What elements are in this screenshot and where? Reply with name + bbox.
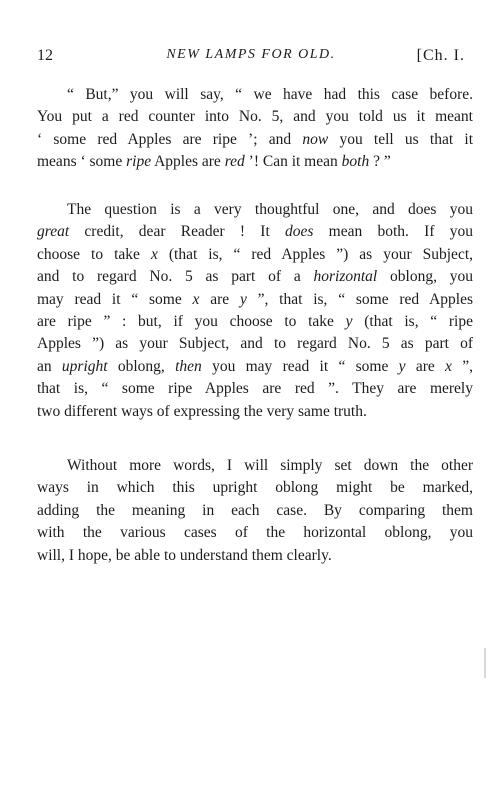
text-line xyxy=(37,545,473,567)
italic-run: y xyxy=(239,290,247,308)
italic-run: both xyxy=(341,153,370,171)
paragraph-answer xyxy=(37,199,473,423)
text-run: mean both. If you xyxy=(313,223,473,241)
italic-run: great xyxy=(37,223,70,241)
italic-run: x xyxy=(150,245,158,263)
italic-run: y xyxy=(398,357,406,375)
text-run: ”, xyxy=(451,357,473,375)
text-line xyxy=(37,378,473,400)
paragraph-conclusion xyxy=(37,455,473,567)
text-run: two different ways of expressing the very same truth. xyxy=(37,402,367,420)
text-run: Apples are xyxy=(151,153,225,171)
text-line xyxy=(37,500,473,522)
text-run: “ But,” you will say, “ we have had this case before. xyxy=(67,86,473,103)
text-run: ’! Can it mean xyxy=(244,153,342,171)
running-head xyxy=(37,47,465,69)
italic-run: then xyxy=(175,357,202,375)
text-line xyxy=(37,129,473,151)
text-run: are ripe ” : but, if you choose to take xyxy=(37,313,346,331)
text-line xyxy=(37,477,473,499)
italic-run: y xyxy=(345,313,353,331)
text-run: ‘ some red Apples are ripe ’; and xyxy=(37,130,303,148)
text-line xyxy=(37,84,473,106)
text-line xyxy=(37,289,473,311)
italic-run: does xyxy=(285,223,314,241)
text-run: will, I hope, be able to understand them clearly. xyxy=(37,546,332,564)
page-number: 12 xyxy=(37,47,53,64)
page-edge-mark xyxy=(484,648,486,678)
text-run: credit, dear Reader ! It xyxy=(69,223,285,241)
paragraph-objection xyxy=(37,84,473,174)
text-line xyxy=(37,522,473,544)
text-run: choose to take xyxy=(37,245,151,263)
text-run: are xyxy=(405,357,446,375)
running-title: NEW LAMPS FOR OLD. xyxy=(166,47,336,62)
text-run: you may read it “ some xyxy=(201,357,399,375)
text-run: adding the meaning in each case. By comparing them xyxy=(37,501,473,519)
text-run: means ‘ some xyxy=(37,153,127,171)
text-run: The question is a very thoughtful one, and does you xyxy=(67,201,473,218)
text-line xyxy=(37,311,473,333)
italic-run: red xyxy=(224,153,245,171)
text-line xyxy=(37,221,473,243)
italic-run: upright xyxy=(61,357,108,375)
text-line xyxy=(37,199,473,221)
text-line xyxy=(37,455,473,477)
italic-run: now xyxy=(302,130,329,148)
text-run: an xyxy=(37,357,62,375)
chapter-reference: [Ch. I. xyxy=(416,47,465,64)
italic-run: x xyxy=(192,290,200,308)
text-line xyxy=(37,356,473,378)
italic-run: ripe xyxy=(126,153,152,171)
text-run: are xyxy=(199,290,240,308)
text-run: ways in which this upright oblong might be marked, xyxy=(37,479,473,497)
text-run: ”, that is, “ some red Apples xyxy=(246,290,474,308)
text-run: (that is, “ ripe xyxy=(352,313,473,331)
text-run: oblong, you xyxy=(377,268,473,286)
text-run: that is, “ some ripe Apples are red ”. They are merely xyxy=(37,380,473,398)
text-line xyxy=(37,151,473,173)
text-run: Apples ”) as your Subject, and to regard No. 5 as part of xyxy=(37,335,473,353)
text-run: Without more words, I will simply set down the other xyxy=(67,457,473,474)
text-line xyxy=(37,266,473,288)
italic-run: x xyxy=(445,357,452,375)
text-run: oblong, xyxy=(107,357,176,375)
text-line xyxy=(37,401,473,423)
text-line xyxy=(37,244,473,266)
text-run: (that is, “ red Apples ”) as your Subject, xyxy=(157,245,474,263)
text-line xyxy=(37,333,473,355)
text-line xyxy=(37,106,473,128)
italic-run: horizontal xyxy=(313,268,378,286)
text-run: and to regard No. 5 as part of a xyxy=(37,268,314,286)
text-run: may read it “ some xyxy=(37,290,193,308)
text-run: You put a red counter into No. 5, and you told us it meant xyxy=(37,108,473,126)
text-run: ? ” xyxy=(369,153,391,171)
text-run: with the various cases of the horizontal oblong, you xyxy=(37,524,473,542)
text-run: you tell us that it xyxy=(328,130,474,148)
